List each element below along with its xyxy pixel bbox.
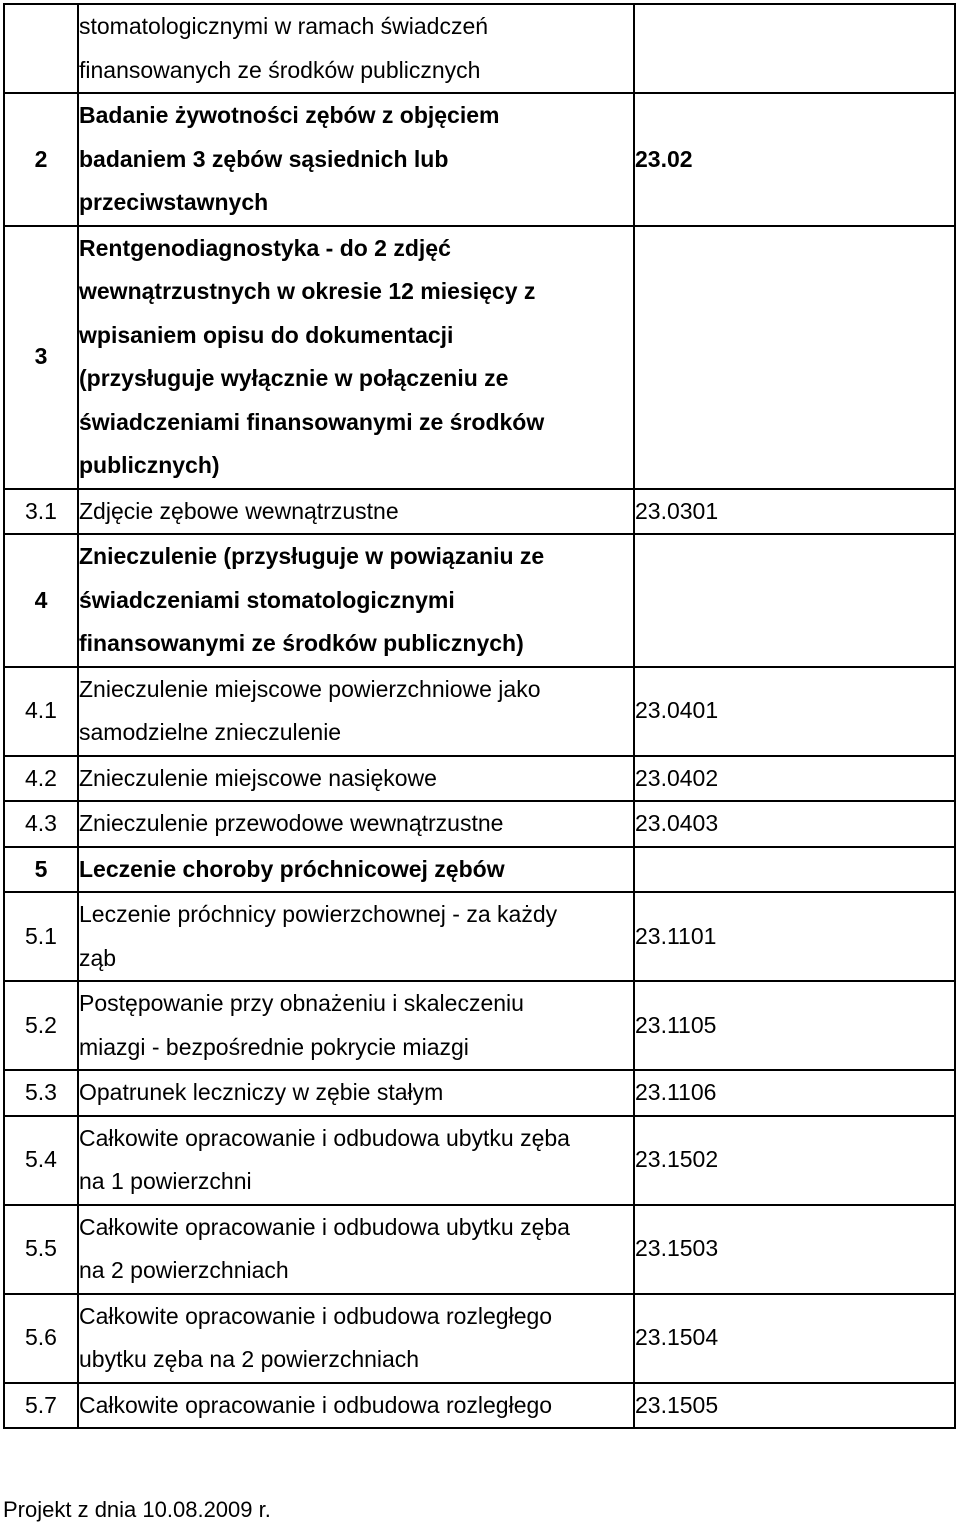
row-number: 2 [4,93,78,226]
row-number: 5.7 [4,1383,78,1429]
table-row [4,892,955,981]
row-number: 5.4 [4,1116,78,1205]
row-number [4,4,78,93]
row-code: 23.0401 [634,667,955,756]
table-row [4,756,955,802]
row-code [634,847,955,893]
row-code: 23.0403 [634,801,955,847]
row-description: Leczenie choroby próchnicowej zębów [78,847,634,893]
row-code: 23.02 [634,93,955,226]
table-row [4,4,955,93]
row-description: stomatologicznymi w ramach świadczeń finansowanych ze środków publicznych [78,4,634,93]
row-description: Całkowite opracowanie i odbudowa rozległego [78,1383,634,1429]
row-description: Rentgenodiagnostyka - do 2 zdjęć wewnątrzustnych w okresie 12 miesięcy z wpisaniem opisu do dokumentacji (przysługuje wyłącznie w połączeniu ze świadczeniami finansowanymi ze środków publicznych) [78,226,634,489]
row-number: 4 [4,534,78,667]
row-description: Znieczulenie (przysługuje w powiązaniu ze świadczeniami stomatologicznymi finansowanymi ze środków publicznych) [78,534,634,667]
row-description: Badanie żywotności zębów z objęciem badaniem 3 zębów sąsiednich lub przeciwstawnych [78,93,634,226]
table-row [4,667,955,756]
row-description: Znieczulenie miejscowe powierzchniowe jako samodzielne znieczulenie [78,667,634,756]
row-code: 23.0301 [634,489,955,535]
row-code: 23.1105 [634,981,955,1070]
row-code: 23.1106 [634,1070,955,1116]
row-description: Całkowite opracowanie i odbudowa ubytku zęba na 2 powierzchniach [78,1205,634,1294]
row-code [634,534,955,667]
row-number: 5.3 [4,1070,78,1116]
table-row [4,847,955,893]
row-number: 4.3 [4,801,78,847]
row-number: 5.6 [4,1294,78,1383]
row-number: 3.1 [4,489,78,535]
row-description: Całkowite opracowanie i odbudowa rozległego ubytku zęba na 2 powierzchniach [78,1294,634,1383]
table-row [4,1383,955,1429]
procedures-table [3,3,956,1429]
row-number: 5.2 [4,981,78,1070]
row-number: 5.1 [4,892,78,981]
row-description: Leczenie próchnicy powierzchownej - za każdy ząb [78,892,634,981]
row-number: 3 [4,226,78,489]
row-code: 23.1503 [634,1205,955,1294]
footer-project-date: Projekt z dnia 10.08.2009 r. [3,1497,271,1522]
row-number: 5 [4,847,78,893]
row-description: Znieczulenie przewodowe wewnątrzustne [78,801,634,847]
row-code: 23.1504 [634,1294,955,1383]
procedures-table-body [4,4,955,1428]
table-row [4,489,955,535]
row-description: Postępowanie przy obnażeniu i skaleczeniu miazgi - bezpośrednie pokrycie miazgi [78,981,634,1070]
table-row [4,1205,955,1294]
row-description: Znieczulenie miejscowe nasiękowe [78,756,634,802]
table-row [4,801,955,847]
row-code: 23.0402 [634,756,955,802]
row-number: 5.5 [4,1205,78,1294]
table-row [4,93,955,226]
row-code: 23.1502 [634,1116,955,1205]
row-code: 23.1505 [634,1383,955,1429]
row-description: Całkowite opracowanie i odbudowa ubytku zęba na 1 powierzchni [78,1116,634,1205]
row-number: 4.2 [4,756,78,802]
table-row [4,1070,955,1116]
row-number: 4.1 [4,667,78,756]
row-code: 23.1101 [634,892,955,981]
table-row [4,1294,955,1383]
row-code [634,226,955,489]
row-description: Zdjęcie zębowe wewnątrzustne [78,489,634,535]
table-row [4,981,955,1070]
row-code [634,4,955,93]
table-row [4,1116,955,1205]
table-row [4,534,955,667]
row-description: Opatrunek leczniczy w zębie stałym [78,1070,634,1116]
table-row [4,226,955,489]
